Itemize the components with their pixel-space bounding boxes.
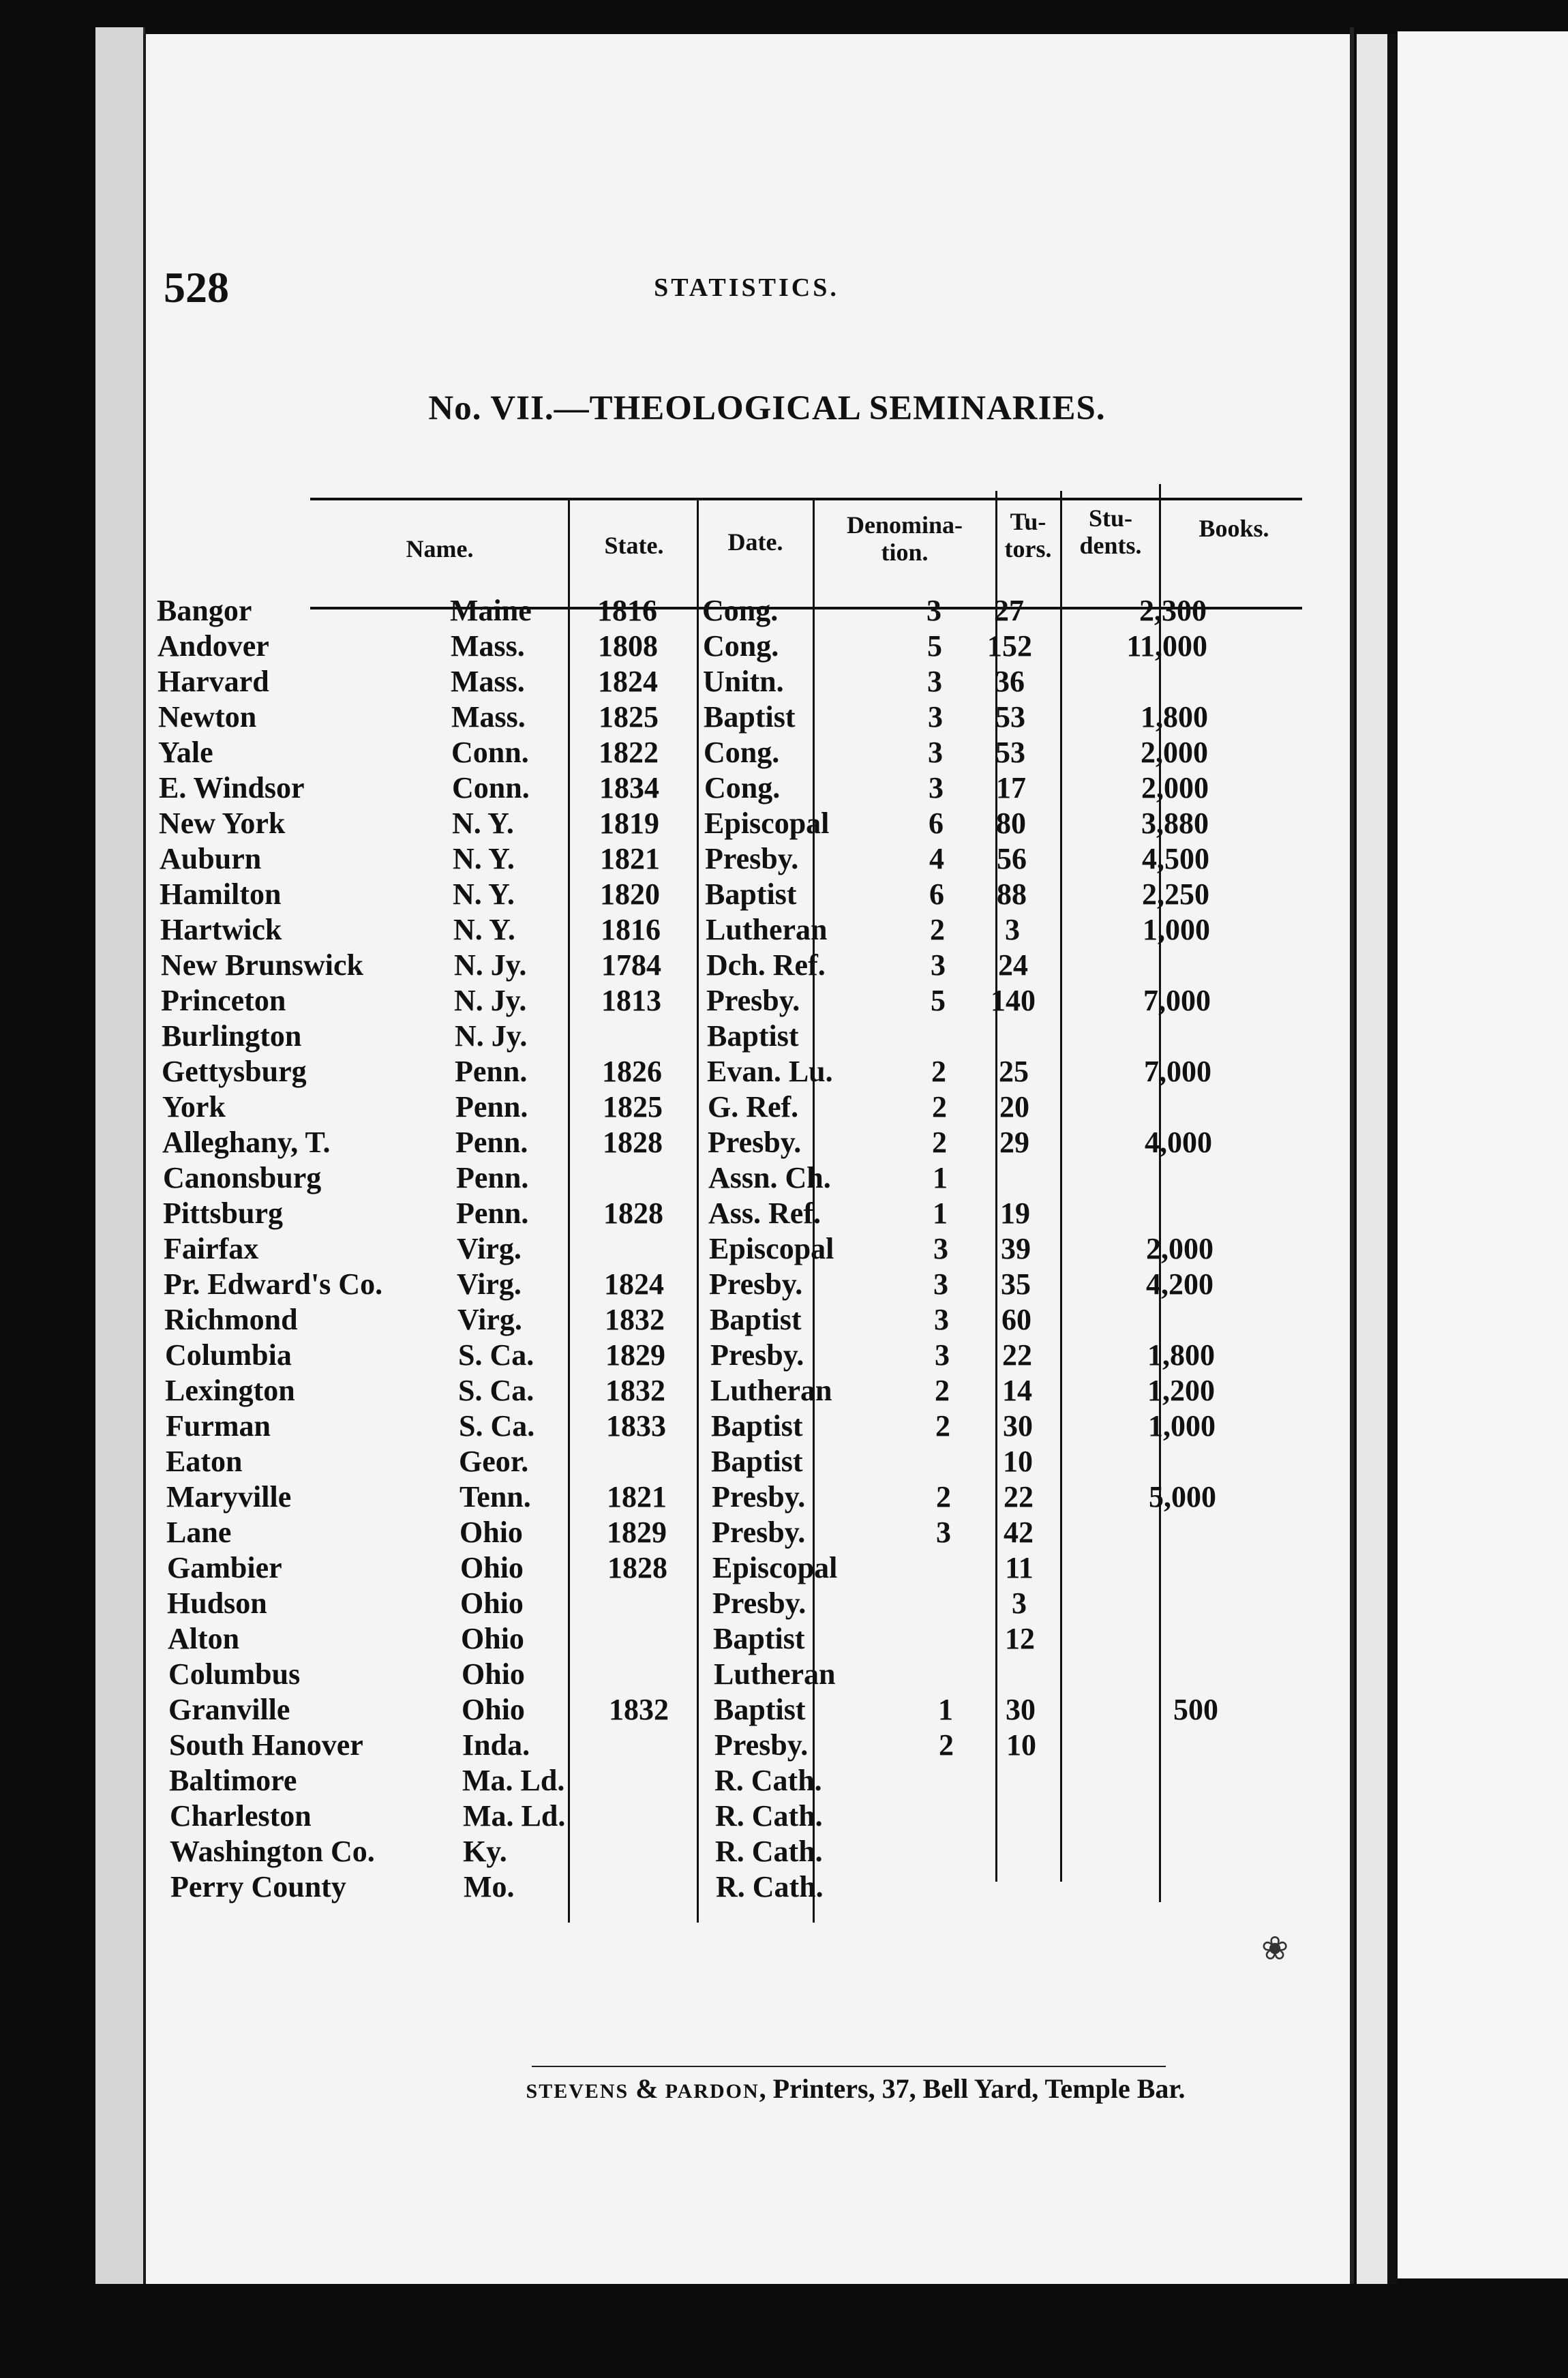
seminary-name: Charleston [170,1799,312,1833]
tutors-cell: 2 [936,1480,951,1514]
state-cell: Penn. [456,1196,529,1230]
books-cell: 4,000 [1145,1126,1212,1159]
students-cell: 30 [1003,1409,1033,1443]
tutors-cell: 3 [931,948,946,982]
seminary-name: Princeton [161,984,286,1017]
date-cell: 1829 [605,1338,665,1372]
header-top-rule [310,498,1302,500]
tutors-cell: 3 [929,771,944,804]
printer-address: , Printers, 37, Bell Yard, Temple Bar. [759,2073,1186,2104]
state-cell: Tenn. [459,1480,531,1514]
date-cell: 1832 [609,1693,669,1726]
students-cell: 25 [999,1055,1029,1088]
state-cell: Mass. [451,629,525,663]
state-cell: Ma. Ld. [463,1799,566,1833]
denomination-cell: Evan. Lu. [707,1055,833,1088]
library-stamp-mark: ❀ [1261,1931,1289,1967]
state-cell: N. Y. [453,842,515,875]
books-cell: 2,000 [1141,736,1208,769]
tutors-cell: 3 [926,594,941,627]
tutors-cell: 4 [929,842,944,875]
date-cell: 1816 [597,594,657,627]
denomination-cell: Baptist [705,877,797,911]
col-divider-books [1159,484,1161,1902]
date-cell: 1784 [601,948,661,982]
students-cell: 29 [999,1126,1029,1159]
books-cell: 11,000 [1126,629,1207,663]
students-cell: 39 [1001,1232,1031,1265]
tutors-cell: 2 [930,913,945,946]
denomination-cell: Presby. [710,1338,804,1372]
state-cell: Penn. [455,1055,528,1088]
col-header-denomination: Denomina- tion. [847,511,963,566]
tutors-cell: 2 [932,1090,947,1124]
state-cell: Ky. [463,1835,507,1868]
col-divider-students [1060,491,1062,1882]
state-cell: Mo. [464,1870,515,1903]
col-header-books: Books. [1198,515,1269,542]
state-cell: Virg. [457,1303,522,1336]
books-cell: 1,000 [1148,1409,1216,1443]
state-cell: Ma. Ld. [462,1764,565,1797]
state-cell: Geor. [459,1445,529,1478]
col-divider-date [697,498,699,1923]
date-cell: 1813 [601,984,661,1017]
denomination-cell: Episcopal [704,807,830,840]
date-cell: 1808 [598,629,658,663]
state-cell: Ohio [459,1516,523,1549]
students-cell: 42 [1004,1516,1034,1549]
facing-blank-page [1398,31,1568,2278]
denomination-cell: Baptist [710,1303,802,1336]
denomination-cell: Cong. [703,629,779,663]
printer-name-2: PARDON [665,2080,759,2103]
date-cell: 1828 [603,1196,663,1230]
students-cell: 53 [995,700,1025,734]
state-cell: Penn. [455,1090,528,1124]
page-number: 528 [164,263,229,312]
seminary-name: Lexington [165,1374,295,1407]
students-cell: 60 [1001,1303,1031,1336]
denomination-cell: Presby. [705,842,799,875]
state-cell: S. Ca. [458,1338,534,1372]
state-cell: N. Y. [453,913,515,946]
students-cell: 10 [1003,1445,1033,1478]
students-cell: 19 [1000,1196,1030,1230]
date-cell: 1825 [599,700,659,734]
tutors-cell: 2 [935,1409,950,1443]
students-cell: 11 [1005,1551,1034,1584]
printer-imprint [470,2073,1241,2105]
denomination-cell: Episcopal [712,1551,838,1584]
tutors-cell: 3 [927,665,942,698]
denomination-cell: Baptist [704,700,796,734]
books-cell: 4,500 [1142,842,1209,875]
state-cell: Maine [450,594,532,627]
state-cell: N. Jy. [454,948,527,982]
denomination-cell: R. Cath. [715,1835,823,1868]
denomination-cell: Baptist [714,1693,806,1726]
students-cell: 22 [1004,1480,1034,1514]
denomination-cell: Baptist [711,1409,803,1443]
date-cell: 1826 [602,1055,662,1088]
state-cell: S. Ca. [458,1374,534,1407]
books-cell: 1,800 [1147,1338,1215,1372]
seminary-name: New York [159,807,286,840]
date-cell: 1832 [605,1374,665,1407]
students-cell: 152 [987,629,1032,663]
denomination-cell: R. Cath. [715,1799,823,1833]
students-cell: 3 [1005,913,1020,946]
books-cell: 2,000 [1146,1232,1213,1265]
seminary-name: Bangor [157,594,252,627]
denomination-cell: Assn. Ch. [708,1161,831,1194]
seminary-name: Hartwick [160,913,282,946]
state-cell: N. Jy. [455,1019,528,1053]
students-cell: 30 [1006,1693,1036,1726]
state-cell: Penn. [456,1161,529,1194]
seminary-name: Canonsburg [163,1161,322,1194]
tutors-cell: 3 [933,1232,948,1265]
tutors-cell: 3 [934,1303,949,1336]
seminary-name: Eaton [166,1445,243,1478]
col-header-date: Date. [727,528,783,556]
books-cell: 4,200 [1146,1267,1213,1301]
seminary-name: Columbia [165,1338,292,1372]
seminary-name: E. Windsor [159,771,305,804]
denomination-cell: R. Cath. [714,1764,822,1797]
tutors-cell: 3 [936,1516,951,1549]
students-cell: 20 [999,1090,1029,1124]
state-cell: Inda. [462,1728,530,1762]
seminary-name: Richmond [164,1303,298,1336]
col-header-name: Name. [406,535,474,562]
denomination-cell: Unitn. [703,665,784,698]
date-cell: 1834 [599,771,659,804]
seminary-name: Washington Co. [170,1835,375,1868]
denomination-cell: Cong. [704,771,781,804]
students-cell: 35 [1001,1267,1031,1301]
state-cell: N. Y. [452,807,514,840]
date-cell: 1833 [606,1409,666,1443]
tutors-cell: 1 [933,1161,948,1194]
col-header-tutors: Tu- tors. [1004,508,1052,562]
denomination-cell: Presby. [714,1728,809,1762]
books-cell: 5,000 [1149,1480,1216,1514]
denomination-cell: Baptist [711,1445,803,1478]
denomination-cell: Baptist [707,1019,799,1053]
books-cell: 500 [1173,1693,1218,1726]
seminary-name: New Brunswick [161,948,364,982]
tutors-cell: 5 [927,629,942,663]
state-cell: N. Jy. [454,984,527,1017]
seminary-name: Alleghany, T. [162,1126,331,1159]
students-cell: 14 [1002,1374,1032,1407]
seminary-name: Andover [157,629,269,663]
seminary-name: Perry County [170,1870,346,1903]
date-cell: 1824 [598,665,658,698]
seminary-name: Lane [166,1516,232,1549]
books-cell: 7,000 [1144,1055,1211,1088]
tutors-cell: 5 [931,984,946,1017]
date-cell: 1821 [600,842,660,875]
seminary-name: Pittsburg [163,1196,283,1230]
seminary-name: Yale [158,736,213,769]
students-cell: 36 [995,665,1025,698]
seminary-name: Auburn [160,842,262,875]
denomination-cell: Dch. Ref. [706,948,826,982]
students-cell: 53 [995,736,1025,769]
printer-name-1: STEVENS [526,2080,629,2103]
denomination-cell: Presby. [712,1480,806,1514]
date-cell: 1829 [607,1516,667,1549]
students-cell: 80 [996,807,1026,840]
students-cell: 10 [1006,1728,1036,1762]
books-cell: 7,000 [1143,984,1211,1017]
date-cell: 1820 [600,877,660,911]
page-spine [1350,27,1354,2284]
students-cell: 3 [1012,1586,1027,1620]
right-page-edge [1357,34,1397,2284]
state-cell: Virg. [457,1232,522,1265]
seminary-name: Hudson [167,1586,267,1620]
running-head: STATISTICS. [654,273,839,302]
tutors-cell: 2 [931,1055,946,1088]
students-cell: 88 [997,877,1027,911]
date-cell: 1819 [599,807,659,840]
books-cell: 1,800 [1141,700,1208,734]
denomination-cell: G. Ref. [708,1090,799,1124]
students-cell: 17 [996,771,1026,804]
date-cell: 1822 [599,736,659,769]
tutors-cell: 6 [929,877,944,911]
tutors-cell: 2 [932,1126,947,1159]
students-cell: 140 [991,984,1036,1017]
seminary-name: Gambier [167,1551,282,1584]
denomination-cell: Lutheran [706,913,828,946]
students-cell: 56 [997,842,1027,875]
seminary-name: Furman [166,1409,271,1443]
footer-rule [532,2066,1166,2067]
date-cell: 1816 [601,913,661,946]
denomination-cell: Baptist [713,1622,805,1655]
seminary-name: Harvard [157,665,269,698]
tutors-cell: 1 [933,1196,948,1230]
students-cell: 27 [994,594,1024,627]
table-title: No. VII.—THEOLOGICAL SEMINARIES. [428,389,1106,427]
state-cell: Ohio [461,1622,524,1655]
seminary-name: Burlington [162,1019,302,1053]
col-header-students: Stu- dents. [1079,505,1142,559]
printer-ampersand: & [629,2073,665,2104]
books-cell: 1,200 [1147,1374,1215,1407]
state-cell: Ohio [462,1657,525,1691]
denomination-cell: Lutheran [714,1657,836,1691]
books-cell: 2,300 [1139,594,1207,627]
seminary-name: Columbus [168,1657,301,1691]
state-cell: Conn. [452,771,530,804]
left-page-edge [95,27,145,2284]
denomination-cell: Episcopal [709,1232,834,1265]
denomination-cell: Presby. [712,1586,806,1620]
books-cell: 1,000 [1143,913,1210,946]
seminary-name: Alton [168,1622,240,1655]
state-cell: Conn. [451,736,529,769]
tutors-cell: 3 [928,736,943,769]
denomination-cell: R. Cath. [716,1870,824,1903]
date-cell: 1825 [603,1090,663,1124]
tutors-cell: 3 [935,1338,950,1372]
seminary-name: Gettysburg [162,1055,307,1088]
seminary-name: Fairfax [164,1232,259,1265]
denomination-cell: Lutheran [710,1374,832,1407]
state-cell: Mass. [451,665,525,698]
denomination-cell: Presby. [712,1516,806,1549]
tutors-cell: 2 [939,1728,954,1762]
denomination-cell: Presby. [709,1267,803,1301]
date-cell: 1828 [607,1551,667,1584]
students-cell: 24 [998,948,1028,982]
tutors-cell: 1 [938,1693,953,1726]
tutors-cell: 3 [928,700,943,734]
state-cell: Ohio [460,1551,524,1584]
state-cell: Virg. [457,1267,522,1301]
denomination-cell: Ass. Ref. [708,1196,821,1230]
students-cell: 22 [1002,1338,1032,1372]
date-cell: 1828 [603,1126,663,1159]
state-cell: Penn. [455,1126,528,1159]
col-header-state: State. [604,532,664,559]
books-cell: 2,250 [1142,877,1209,911]
tutors-cell: 2 [935,1374,950,1407]
denomination-cell: Presby. [708,1126,802,1159]
date-cell: 1821 [607,1480,667,1514]
seminary-name: Pr. Edward's Co. [164,1267,383,1301]
state-cell: S. Ca. [459,1409,535,1443]
seminary-name: Maryville [166,1480,292,1514]
denomination-cell: Cong. [704,736,780,769]
tutors-cell: 6 [929,807,944,840]
seminary-name: Granville [168,1693,290,1726]
date-cell: 1832 [605,1303,665,1336]
date-cell: 1824 [604,1267,664,1301]
state-cell: Mass. [451,700,526,734]
state-cell: N. Y. [453,877,515,911]
books-cell: 2,000 [1141,771,1209,804]
seminary-name: Newton [158,700,257,734]
seminary-name: South Hanover [169,1728,363,1762]
denomination-cell: Cong. [702,594,779,627]
seminary-name: York [162,1090,226,1124]
seminary-name: Hamilton [160,877,282,911]
books-cell: 3,880 [1141,807,1209,840]
seminary-name: Baltimore [169,1764,297,1797]
state-cell: Ohio [462,1693,525,1726]
tutors-cell: 3 [933,1267,948,1301]
denomination-cell: Presby. [706,984,800,1017]
students-cell: 12 [1005,1622,1035,1655]
state-cell: Ohio [460,1586,524,1620]
